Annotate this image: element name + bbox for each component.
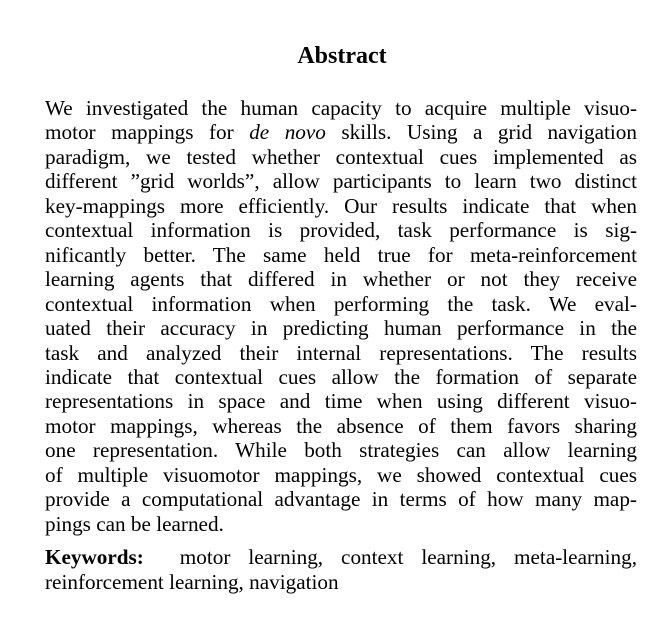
abstract-text: motor mappings, whereas the absence of them favors sharing — [45, 413, 637, 438]
keywords-line-1 — [45, 545, 637, 570]
keywords-section — [45, 545, 637, 595]
abstract-text: representations in space and time when using different visuo- — [45, 389, 637, 414]
abstract-line — [45, 341, 637, 365]
abstract-text: different ”grid worlds”, allow participants to learn two distinct — [45, 169, 637, 194]
abstract-text: motor mappings for — [45, 120, 250, 145]
abstract-text: contextual information is provided, task performance is sig- — [45, 218, 637, 243]
abstract-line — [45, 487, 637, 511]
abstract-text: paradigm, we tested whether contextual cues implemented as — [45, 144, 637, 169]
abstract-text: nificantly better. The same held true for meta-reinforcement — [45, 242, 637, 267]
abstract-text: contextual information when performing the task. We eval- — [45, 291, 637, 316]
abstract-text: of multiple visuomotor mappings, we showed contextual cues — [45, 462, 637, 487]
abstract-text: key-mappings more efficiently. Our results indicate that when — [45, 193, 637, 218]
abstract-line — [45, 389, 637, 413]
abstract-line — [45, 512, 637, 536]
abstract-line — [45, 267, 637, 291]
abstract-line — [45, 96, 637, 120]
abstract-body — [45, 96, 637, 536]
abstract-line — [45, 414, 637, 438]
abstract-line — [45, 218, 637, 242]
keywords-line-2: reinforcement learning, navigation — [45, 570, 339, 594]
abstract-line — [45, 145, 637, 169]
abstract-line — [45, 438, 637, 462]
keywords-label: Keywords: — [45, 545, 144, 569]
abstract-line — [45, 316, 637, 340]
abstract-text: We investigated the human capacity to acquire multiple visuo- — [45, 96, 637, 120]
abstract-line — [45, 194, 637, 218]
abstract-line — [45, 169, 637, 193]
abstract-text: learning agents that differed in whether or not they receive — [45, 267, 637, 292]
abstract-line — [45, 243, 637, 267]
abstract-heading: Abstract — [297, 43, 387, 69]
abstract-text: uated their accuracy in predicting human performance in the — [45, 316, 637, 341]
abstract-text: provide a computational advantage in terms of how many map- — [45, 487, 637, 512]
abstract-line — [45, 292, 637, 316]
emphasis-text: de novo — [249, 120, 326, 145]
abstract-line — [45, 365, 637, 389]
abstract-text: skills. Using a grid navigation — [325, 120, 637, 145]
abstract-text: pings can be learned. — [45, 511, 224, 536]
abstract-line — [45, 120, 637, 144]
abstract-line — [45, 463, 637, 487]
abstract-text: indicate that contextual cues allow the formation of separate — [45, 364, 637, 389]
abstract-text: task and analyzed their internal representations. The results — [45, 340, 637, 365]
keywords-text-1: motor learning, context learning, meta-learning, — [179, 545, 637, 569]
abstract-text: one representation. While both strategies can allow learning — [45, 438, 637, 463]
